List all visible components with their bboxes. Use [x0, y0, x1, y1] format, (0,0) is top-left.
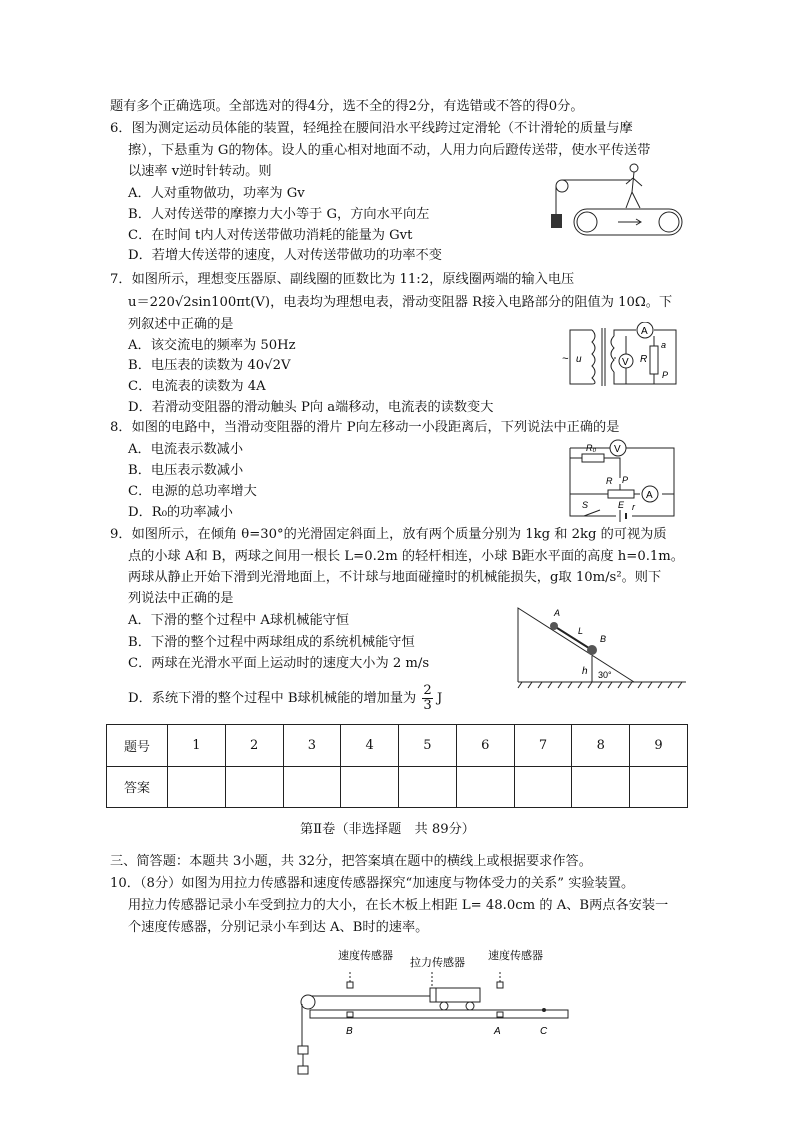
- q8-e-label: E: [618, 500, 625, 510]
- q8-stem-line1: 8．如图的电路中，当滑动变阻器的滑片 P向左移动一小段距离后，下列说法中正确的是: [110, 420, 620, 435]
- section3-heading: 三、简答题：本题共 3小题，共 32分，把答案填在题中的横线上或根据要求作答。: [110, 854, 592, 869]
- q10-hook-weight-2: [298, 1066, 308, 1074]
- q10-stem-line3: 个速度传感器，分别记录小车到达 A、B时的速率。: [128, 920, 429, 935]
- answer-cell-9[interactable]: [630, 766, 688, 808]
- q10-point-a-marker: [497, 1012, 503, 1017]
- q10-stem-line2: 用拉力传感器记录小车受到拉力的大小，在长木板上相距 L= 48.0cm 的 A、B两点各安装一: [128, 898, 669, 913]
- table-number-8: 8: [572, 725, 630, 767]
- q7-u-label: u: [576, 354, 582, 365]
- q10-apparatus-figure: [294, 946, 570, 1082]
- q9-stem-line3: 两球从静止开始下滑到光滑地面上，不计球与地面碰撞时的机械能损失，g取 10m/s²。则下: [128, 570, 662, 585]
- q10-label-b: B: [346, 1026, 353, 1037]
- table-number-1: 1: [168, 725, 226, 767]
- answer-cell-3[interactable]: [283, 766, 341, 808]
- answer-cell-8[interactable]: [572, 766, 630, 808]
- q8-switch: [584, 510, 600, 516]
- q10-speed-sensor-1: [347, 982, 353, 988]
- q9-rod: [554, 626, 592, 650]
- q9-fraction-numerator: 2: [423, 683, 432, 698]
- q9-label-h: h: [582, 666, 588, 677]
- table-number-7: 7: [514, 725, 572, 767]
- q8-voltmeter-label: V: [614, 444, 621, 455]
- q9-label-b: B: [600, 634, 607, 644]
- q10-point-c-marker: [542, 1008, 546, 1012]
- answer-cell-6[interactable]: [456, 766, 514, 808]
- table-number-4: 4: [341, 725, 399, 767]
- q10-speed-sensor-2-label: 速度传感器: [488, 950, 543, 962]
- q10-pulley: [301, 995, 315, 1009]
- answer-cell-2[interactable]: [225, 766, 283, 808]
- q6-option-d: D．若增大传送带的速度，人对传送带做功的功率不变: [128, 248, 442, 263]
- q7-r-label: R: [640, 354, 648, 365]
- q9-fraction-denominator: 3: [423, 698, 432, 713]
- q6-pulley: [556, 180, 568, 192]
- answer-cell-4[interactable]: [341, 766, 399, 808]
- q7-ac-source-label: ~: [562, 353, 569, 365]
- q8-option-b: B．电压表示数减小: [128, 463, 244, 478]
- answer-table-row-answers: [107, 766, 688, 808]
- q8-option-a: A．电流表示数减小: [128, 442, 244, 457]
- answer-cell-1[interactable]: [168, 766, 226, 808]
- table-head-number: 题号: [107, 725, 168, 767]
- q6-treadmill-figure: [548, 162, 688, 242]
- q7-a-end-label: a: [661, 340, 667, 350]
- q8-rheostat: [608, 490, 634, 498]
- q8-circuit-figure: [560, 436, 686, 522]
- q10-hook-weight-1: [298, 1046, 308, 1054]
- table-number-2: 2: [225, 725, 283, 767]
- q9-ball-a: [550, 622, 558, 630]
- q10-force-sensor: [430, 988, 436, 1002]
- q8-p-label: P: [622, 475, 629, 485]
- q7-stem-line2: u＝220√2sin100πt(V)，电表均为理想电表，滑动变阻器 R接入电路部分的阻值为 10Ω。下: [128, 295, 673, 310]
- table-number-3: 3: [283, 725, 341, 767]
- q7-ammeter-label: A: [641, 326, 648, 337]
- q8-option-c: C．电源的总功率增大: [128, 484, 257, 499]
- intro-text: 题有多个正确选项。全部选对的得4分，选不全的得2分，有选错或不答的得0分。: [110, 99, 584, 114]
- q10-cart-wheel-1: [440, 1002, 448, 1010]
- q9-stem-line2: 点的小球 A和 B，两球之间用一根长 L=0.2m 的轻杆相连，小球 B距水平面的高度 h=0.1m。: [128, 549, 684, 564]
- q6-stem-line3: 以速率 v逆时针转动。则: [128, 164, 272, 179]
- q10-speed-sensor-2: [497, 982, 503, 988]
- q7-stem-line1: 7．如图所示，理想变压器原、副线圈的匝数比为 11:2，原线圈两端的输入电压: [110, 272, 575, 287]
- answer-cell-5[interactable]: [399, 766, 457, 808]
- table-number-6: 6: [456, 725, 514, 767]
- q8-r-label: R: [606, 476, 613, 486]
- q10-label-c: C: [540, 1026, 548, 1037]
- q9-option-d: [128, 684, 442, 713]
- q8-r0-label: R₀: [586, 443, 597, 453]
- answer-cell-7[interactable]: [514, 766, 572, 808]
- q9-ground-hatch: [518, 682, 682, 688]
- q7-stem-line3: 列叙述中正确的是: [128, 317, 234, 332]
- q9-ball-b: [587, 645, 597, 655]
- q6-stem-line2: 擦），下悬重为 G的物体。设人的重心相对地面不动，人用力向后蹬传送带，使水平传送带: [128, 143, 651, 158]
- q9-stem-line4: 列说法中正确的是: [128, 591, 234, 606]
- q9-option-c: C．两球在光滑水平面上运动时的速度大小为 2 m/s: [128, 656, 430, 671]
- q7-p-label: P: [662, 370, 669, 380]
- q9-label-a: A: [554, 608, 561, 618]
- q9-incline: [518, 608, 634, 682]
- q7-option-b: B．电压表的读数为 40√2V: [128, 358, 291, 373]
- q10-cart-wheel-2: [466, 1002, 474, 1010]
- q9-fraction-unit: J: [437, 691, 443, 706]
- part2-heading: 第Ⅱ卷（非选择题 共 89分）: [300, 822, 475, 837]
- table-number-5: 5: [399, 725, 457, 767]
- q6-option-c: C．在时间 t内人对传送带做功消耗的能量为 Gvt: [128, 228, 413, 243]
- q10-point-b-marker: [347, 1012, 353, 1017]
- q6-stem-line1: 6．图为测定运动员体能的装置，轻绳拴在腰间沿水平线跨过定滑轮（不计滑轮的质量与摩: [110, 121, 633, 136]
- q7-primary-circuit: [570, 330, 595, 384]
- q8-ammeter-label: A: [646, 490, 653, 501]
- q9-stem-line1: 9．如图所示，在倾角 θ=30°的光滑固定斜面上，放有两个质量分别为 1kg 和 2kg 的可视为质: [110, 527, 667, 542]
- q8-option-d: D．R₀的功率减小: [128, 505, 233, 520]
- q8-r0-resistor: [582, 454, 604, 462]
- answer-table: [106, 724, 688, 808]
- q7-option-d: D．若滑动变阻器的滑动触头 P向 a端移动，电流表的读数变大: [128, 400, 494, 415]
- q9-option-a: A．下滑的整个过程中 A球机械能守恒: [128, 613, 350, 628]
- q6-roller-right: [659, 212, 679, 232]
- table-head-answer: 答案: [107, 766, 168, 808]
- q6-option-a: A．人对重物做功，功率为 Gv: [128, 186, 305, 201]
- table-number-9: 9: [630, 725, 688, 767]
- q7-option-c: C．电流表的读数为 4A: [128, 379, 266, 394]
- q6-weight: [551, 214, 562, 228]
- q9-option-b: B．下滑的整个过程中两球组成的系统机械能守恒: [128, 635, 415, 650]
- q10-force-sensor-label: 拉力传感器: [410, 957, 465, 969]
- q9-incline-figure: [516, 606, 688, 692]
- q8-r-internal-label: r: [632, 502, 635, 512]
- q6-option-b: B．人对传送带的摩擦力大小等于 G，方向水平向左: [128, 207, 430, 222]
- q9-label-l: L: [578, 626, 584, 636]
- q9-fraction: [422, 684, 432, 713]
- q6-roller-left: [577, 212, 597, 232]
- q7-transformer-circuit: [558, 322, 688, 392]
- q8-s-label: S: [582, 500, 589, 510]
- q9-label-angle: 30°: [598, 670, 612, 680]
- q9-option-d-text: D．系统下滑的整个过程中 B球机械能的增加量为: [128, 691, 417, 706]
- q10-speed-sensor-1-label: 速度传感器: [338, 950, 393, 962]
- q7-rheostat: [650, 346, 658, 374]
- q10-label-a: A: [494, 1026, 501, 1037]
- q7-voltmeter-label: V: [622, 357, 629, 368]
- q7-option-a: A．该交流电的频率为 50Hz: [128, 338, 296, 353]
- q6-runner: [626, 164, 642, 208]
- answer-table-row-numbers: [107, 725, 688, 767]
- q10-stem-line1: 10．（8分）如图为用拉力传感器和速度传感器探究“加速度与物体受力的关系” 实验装置。: [110, 876, 635, 891]
- q10-cart: [436, 988, 480, 1002]
